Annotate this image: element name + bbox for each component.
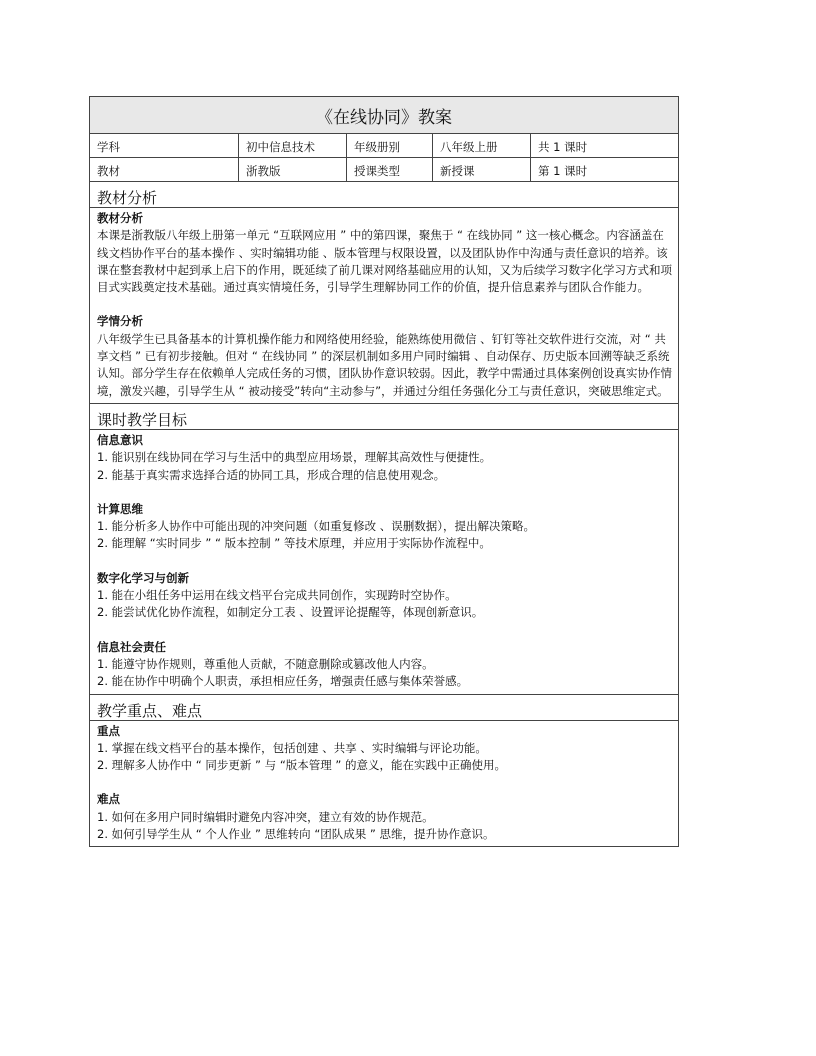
students-paragraph: 八年级学生已具备基本的计算机操作能力和网络使用经验，能熟练使用微信 、钉钉等社交软件进行交流，对 “ 共享文档 ” 已有初步接触。但对 “ 在线协同 ” 的深层机制如多用户同时编辑 、自动保存、历史版本回溯等缺乏系统认知。部分学生存在依赖单人完成任务的习惯，团队协作意识较弱。因此，教学中需通过具体案例创设真实协作情境，激发兴趣，引导学生从 “ 被动接受”转向“主动参与”，并通过分组任务强化分工与责任意识，突破思维定式。 bbox=[97, 331, 672, 398]
section-body-analysis bbox=[90, 208, 678, 404]
list-item: 1. 能识别在线协同在学习与生活中的典型应用场景，理解其高效性与便捷性。 bbox=[97, 450, 492, 465]
subject-value: 初中信息技术 bbox=[239, 134, 347, 157]
lesson-type-value: 新授课 bbox=[433, 158, 531, 181]
subheading-material: 教材分析 bbox=[97, 211, 143, 225]
document-title: 《在线协同》教案 bbox=[90, 97, 678, 134]
subheading-info-awareness: 信息意识 bbox=[97, 432, 143, 447]
list-item: 1. 能在小组任务中运用在线文档平台完成共同创作，实现跨时空协作。 bbox=[97, 588, 457, 603]
list-item: 2. 能基于真实需求选择合适的协同工具，形成合理的信息使用观念。 bbox=[97, 467, 446, 482]
section-heading-analysis: 教材分析 bbox=[90, 182, 678, 208]
list-item: 1. 掌握在线文档平台的基本操作，包括创建 、共享 、实时编辑与评论功能。 bbox=[97, 740, 487, 755]
list-item: 2. 如何引导学生从 “ 个人作业 ” 思维转向 “团队成果 ” 思维，提升协作意识。 bbox=[97, 827, 495, 842]
section-heading-keypoints: 教学重点、难点 bbox=[90, 695, 678, 721]
info-row-2 bbox=[90, 158, 678, 182]
list-item: 2. 能在协作中明确个人职责，承担相应任务，增强责任感与集体荣誉感。 bbox=[97, 674, 469, 689]
material-paragraph: 本课是浙教版八年级上册第一单元 “互联网应用 ” 中的第四课，聚焦于 “ 在线协同 ” 这一核心概念。内容涵盖在线文档协作平台的基本操作 、实时编辑功能 、版本管理与权限设置，以及团队协作中沟通与责任意识的培养。该课在整套教材中起到承上启下的作用，既延续了前几课对网络基础应用的认知，又为后续学习数字化学习方式和项目式实践奠定技术基础。通过真实情境任务，引导学生理解协同工作的价值，提升信息素养与团队合作能力。 bbox=[97, 228, 672, 295]
textbook-value: 浙教版 bbox=[239, 158, 347, 181]
grade-label: 年级册别 bbox=[347, 134, 433, 157]
info-row-1 bbox=[90, 134, 678, 158]
lesson-plan-table bbox=[89, 96, 679, 847]
section-heading-objectives: 课时教学目标 bbox=[90, 404, 678, 430]
list-item: 2. 能尝试优化协作流程，如制定分工表 、设置评论提醒等，体现创新意识。 bbox=[97, 605, 484, 620]
list-item: 2. 理解多人协作中 “ 同步更新 ” 与 “版本管理 ” 的意义，能在实践中正确使用。 bbox=[97, 758, 507, 773]
list-item: 1. 能分析多人协作中可能出现的冲突问题（如重复修改 、误删数据），提出解决策略。 bbox=[97, 519, 536, 534]
subheading-computational-thinking: 计算思维 bbox=[97, 501, 143, 516]
lesson-type-label: 授课类型 bbox=[347, 158, 433, 181]
list-item: 1. 能遵守协作规则，尊重他人贡献，不随意删除或篡改他人内容。 bbox=[97, 656, 434, 671]
subheading-difficulties: 难点 bbox=[97, 792, 120, 807]
list-item: 2. 能理解 “实时同步 ” “ 版本控制 ” 等技术原理，并应用于实际协作流程中。 bbox=[97, 536, 491, 551]
grade-value: 八年级上册 bbox=[433, 134, 531, 157]
section-body-keypoints bbox=[90, 721, 678, 847]
list-item: 1. 如何在多用户同时编辑时避免内容冲突，建立有效的协作规范。 bbox=[97, 809, 434, 824]
subheading-social-responsibility: 信息社会责任 bbox=[97, 639, 166, 654]
subheading-key-points: 重点 bbox=[97, 723, 120, 738]
subheading-digital-learning: 数字化学习与创新 bbox=[97, 570, 189, 585]
section-body-objectives bbox=[90, 430, 678, 695]
subject-label: 学科 bbox=[90, 134, 239, 157]
subheading-students: 学情分析 bbox=[97, 314, 143, 329]
textbook-label: 教材 bbox=[90, 158, 239, 181]
current-period: 第 1 课时 bbox=[538, 164, 588, 178]
total-periods: 共 1 课时 bbox=[538, 140, 588, 154]
